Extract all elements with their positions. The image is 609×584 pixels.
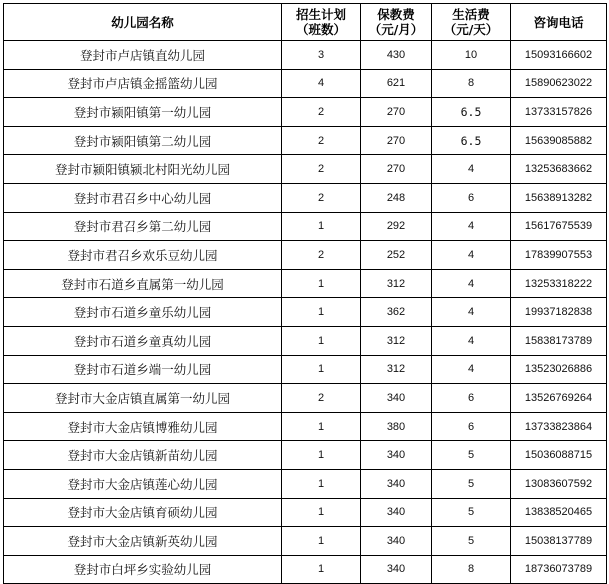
- living-fee-cell: 4: [432, 355, 511, 384]
- fee-cell: 270: [361, 126, 432, 155]
- living-fee-cell: 5: [432, 498, 511, 527]
- kindergarten-name-cell: 登封市大金店镇新苗幼儿园: [4, 441, 282, 470]
- phone-cell: 13733157826: [511, 98, 607, 127]
- living-fee-cell: 6: [432, 384, 511, 413]
- phone-cell: 15617675539: [511, 212, 607, 241]
- fee-cell: 270: [361, 98, 432, 127]
- fee-cell: 340: [361, 527, 432, 556]
- phone-cell: 18736073789: [511, 555, 607, 584]
- phone-cell: 15838173789: [511, 326, 607, 355]
- phone-cell: 15638913282: [511, 183, 607, 212]
- header-fee-line1: 保教费: [377, 7, 415, 22]
- living-fee-cell: 5: [432, 527, 511, 556]
- kindergarten-name-cell: 登封市颍阳镇颍北村阳光幼儿园: [4, 155, 282, 184]
- table-row: [4, 412, 607, 441]
- header-plan-line2: （班数）: [295, 22, 346, 37]
- phone-cell: 15038137789: [511, 527, 607, 556]
- living-fee-cell: 4: [432, 241, 511, 270]
- classes-cell: 2: [282, 155, 361, 184]
- fee-cell: 292: [361, 212, 432, 241]
- table-row: [4, 98, 607, 127]
- kindergarten-name-cell: 登封市君召乡欢乐豆幼儿园: [4, 241, 282, 270]
- fee-cell: 340: [361, 384, 432, 413]
- phone-cell: 13523026886: [511, 355, 607, 384]
- kindergarten-name-cell: 登封市颍阳镇第二幼儿园: [4, 126, 282, 155]
- phone-cell: 17839907553: [511, 241, 607, 270]
- living-fee-cell: 5: [432, 441, 511, 470]
- living-fee-cell: 6.5: [432, 126, 511, 155]
- table-row: [4, 269, 607, 298]
- living-fee-cell: 4: [432, 155, 511, 184]
- kindergarten-name-cell: 登封市大金店镇新英幼儿园: [4, 527, 282, 556]
- kindergarten-name-cell: 登封市大金店镇莲心幼儿园: [4, 469, 282, 498]
- classes-cell: 2: [282, 126, 361, 155]
- table-row: [4, 155, 607, 184]
- fee-cell: 312: [361, 326, 432, 355]
- classes-cell: 2: [282, 384, 361, 413]
- classes-cell: 1: [282, 298, 361, 327]
- classes-cell: 1: [282, 441, 361, 470]
- fee-cell: 340: [361, 555, 432, 584]
- fee-cell: 248: [361, 183, 432, 212]
- table-row: [4, 555, 607, 584]
- header-fee: [361, 4, 432, 41]
- fee-cell: 340: [361, 498, 432, 527]
- living-fee-cell: 4: [432, 212, 511, 241]
- table-row: [4, 498, 607, 527]
- kindergarten-name-cell: 登封市大金店镇育硕幼儿园: [4, 498, 282, 527]
- fee-cell: 340: [361, 469, 432, 498]
- table-row: [4, 212, 607, 241]
- table-row: [4, 527, 607, 556]
- fee-cell: 312: [361, 355, 432, 384]
- kindergarten-table: [3, 3, 607, 584]
- classes-cell: 2: [282, 98, 361, 127]
- classes-cell: 2: [282, 183, 361, 212]
- classes-cell: 1: [282, 498, 361, 527]
- table-row: [4, 326, 607, 355]
- kindergarten-name-cell: 登封市卢店镇直幼儿园: [4, 41, 282, 70]
- classes-cell: 2: [282, 241, 361, 270]
- header-phone: 咨询电话: [511, 4, 607, 41]
- table-row: [4, 441, 607, 470]
- living-fee-cell: 5: [432, 469, 511, 498]
- living-fee-cell: 4: [432, 269, 511, 298]
- kindergarten-name-cell: 登封市大金店镇直属第一幼儿园: [4, 384, 282, 413]
- fee-cell: 252: [361, 241, 432, 270]
- header-plan: [282, 4, 361, 41]
- fee-cell: 362: [361, 298, 432, 327]
- living-fee-cell: 10: [432, 41, 511, 70]
- header-plan-line1: 招生计划: [295, 7, 346, 22]
- classes-cell: 1: [282, 326, 361, 355]
- header-row: [4, 4, 607, 41]
- table-row: [4, 241, 607, 270]
- kindergarten-table-container: [3, 3, 607, 584]
- phone-cell: 13733823864: [511, 412, 607, 441]
- phone-cell: 15890623022: [511, 69, 607, 98]
- table-row: [4, 384, 607, 413]
- fee-cell: 340: [361, 441, 432, 470]
- header-living-line2: （元/天）: [443, 22, 499, 37]
- phone-cell: 13253318222: [511, 269, 607, 298]
- kindergarten-name-cell: 登封市大金店镇博雅幼儿园: [4, 412, 282, 441]
- kindergarten-name-cell: 登封市石道乡端一幼儿园: [4, 355, 282, 384]
- phone-cell: 15639085882: [511, 126, 607, 155]
- classes-cell: 1: [282, 412, 361, 441]
- kindergarten-name-cell: 登封市卢店镇金摇篮幼儿园: [4, 69, 282, 98]
- classes-cell: 4: [282, 69, 361, 98]
- table-row: [4, 126, 607, 155]
- kindergarten-name-cell: 登封市石道乡直属第一幼儿园: [4, 269, 282, 298]
- living-fee-cell: 4: [432, 298, 511, 327]
- phone-cell: 15093166602: [511, 41, 607, 70]
- living-fee-cell: 6: [432, 412, 511, 441]
- fee-cell: 312: [361, 269, 432, 298]
- phone-cell: 15036088715: [511, 441, 607, 470]
- kindergarten-name-cell: 登封市石道乡童乐幼儿园: [4, 298, 282, 327]
- phone-cell: 13253683662: [511, 155, 607, 184]
- phone-cell: 13083607592: [511, 469, 607, 498]
- kindergarten-name-cell: 登封市君召乡第二幼儿园: [4, 212, 282, 241]
- header-fee-line2: （元/月）: [368, 22, 424, 37]
- header-living: [432, 4, 511, 41]
- living-fee-cell: 6.5: [432, 98, 511, 127]
- living-fee-cell: 6: [432, 183, 511, 212]
- table-row: [4, 41, 607, 70]
- table-row: [4, 298, 607, 327]
- fee-cell: 380: [361, 412, 432, 441]
- table-row: [4, 355, 607, 384]
- classes-cell: 1: [282, 527, 361, 556]
- header-living-line1: 生活费: [452, 7, 490, 22]
- classes-cell: 3: [282, 41, 361, 70]
- phone-cell: 13526769264: [511, 384, 607, 413]
- kindergarten-name-cell: 登封市颍阳镇第一幼儿园: [4, 98, 282, 127]
- phone-cell: 13838520465: [511, 498, 607, 527]
- fee-cell: 430: [361, 41, 432, 70]
- fee-cell: 621: [361, 69, 432, 98]
- kindergarten-name-cell: 登封市石道乡童真幼儿园: [4, 326, 282, 355]
- classes-cell: 1: [282, 269, 361, 298]
- kindergarten-name-cell: 登封市白坪乡实验幼儿园: [4, 555, 282, 584]
- fee-cell: 270: [361, 155, 432, 184]
- classes-cell: 1: [282, 355, 361, 384]
- living-fee-cell: 8: [432, 69, 511, 98]
- classes-cell: 1: [282, 212, 361, 241]
- table-row: [4, 69, 607, 98]
- table-row: [4, 183, 607, 212]
- phone-cell: 19937182838: [511, 298, 607, 327]
- living-fee-cell: 4: [432, 326, 511, 355]
- living-fee-cell: 8: [432, 555, 511, 584]
- classes-cell: 1: [282, 555, 361, 584]
- classes-cell: 1: [282, 469, 361, 498]
- header-name: 幼儿园名称: [4, 4, 282, 41]
- kindergarten-name-cell: 登封市君召乡中心幼儿园: [4, 183, 282, 212]
- table-row: [4, 469, 607, 498]
